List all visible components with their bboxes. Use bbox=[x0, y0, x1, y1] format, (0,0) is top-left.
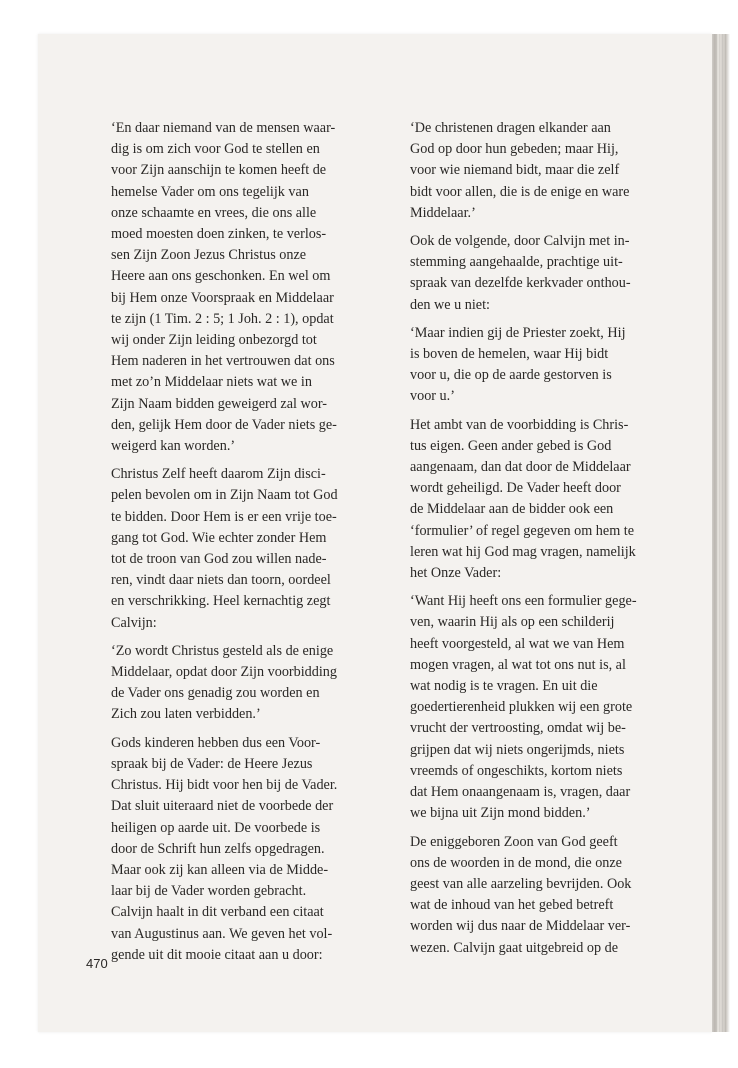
text-line: goedertierenheid plukken wij een grote bbox=[410, 699, 633, 716]
text-line: gende uit dit mooie citaat aan u door: bbox=[111, 946, 323, 963]
text-line: de Vader ons genadig zou worden en bbox=[111, 685, 320, 702]
text-line: spraak van dezelfde kerkvader onthou- bbox=[410, 275, 631, 292]
text-line: door de Schrift hun zelfs opgedragen. bbox=[111, 840, 325, 857]
page-number: 470 bbox=[86, 956, 108, 971]
text-line: geest van alle aarzeling bevrijden. Ook bbox=[410, 875, 632, 892]
text-line: moed moesten doen zinken, te verlos- bbox=[111, 226, 327, 243]
text-line: stemming aangehaalde, prachtige uit- bbox=[410, 254, 623, 271]
text-line: bidt voor allen, die is de enige en ware bbox=[410, 183, 630, 200]
text-line: Middelaar.’ bbox=[410, 204, 476, 221]
text-line: Middelaar, opdat door Zijn voorbidding bbox=[111, 664, 337, 681]
text-line: ren, vindt daar niets dan toorn, oordeel bbox=[111, 572, 331, 589]
text-line: spraak bij de Vader: de Heere Jezus bbox=[111, 755, 313, 772]
text-line: heiligen op aarde uit. De voorbede is bbox=[111, 819, 321, 836]
text-line: dig is om zich voor God te stellen en bbox=[111, 141, 320, 158]
text-line: Heere aan ons geschonken. En wel om bbox=[111, 268, 331, 285]
text-line: vrucht der vertroosting, omdat wij be- bbox=[410, 720, 626, 737]
text-line: leren wat hij God mag vragen, namelijk bbox=[410, 543, 636, 560]
text-line: hemelse Vader om ons tegelijk van bbox=[111, 183, 309, 200]
text-line: Christus. Hij bidt voor hen bij de Vader. bbox=[111, 777, 338, 794]
text-line: voor Zijn aanschijn te komen heeft de bbox=[111, 162, 327, 179]
paragraph bbox=[410, 323, 672, 408]
text-line: Calvijn haalt in dit verband een citaat bbox=[111, 904, 324, 921]
text-line: laar bij de Vader worden gebracht. bbox=[111, 883, 307, 900]
text-line: worden wij dus naar de Middelaar ver- bbox=[410, 918, 631, 935]
text-line: ‘De christenen dragen elkander aan bbox=[410, 120, 611, 136]
text-line: mogen vragen, al wat tot ons nut is, al bbox=[410, 656, 626, 673]
text-line: onze schaamte en vrees, die ons alle bbox=[111, 204, 317, 221]
text-line: Zijn Naam bidden geweigerd zal wor- bbox=[111, 395, 327, 412]
text-line: Calvijn: bbox=[111, 614, 157, 631]
text-line: wat de inhoud van het gebed betreft bbox=[410, 897, 614, 914]
page-edge-lines bbox=[716, 34, 726, 1032]
text-line: vreemds of ongeschikts, kortom niets bbox=[410, 762, 623, 779]
text-line: dat Hem onaangenaam is, vragen, daar bbox=[410, 784, 631, 801]
text-line: Hem naderen in het vertrouwen dat ons bbox=[111, 353, 335, 370]
paragraph bbox=[111, 118, 373, 457]
text-line: ven, waarin Hij als op een schilderij bbox=[410, 614, 615, 631]
text-line: De eniggeboren Zoon van God geeft bbox=[410, 833, 618, 850]
text-line: is boven de hemelen, waar Hij bidt bbox=[410, 346, 609, 363]
left-text-column bbox=[111, 118, 373, 973]
text-line: gang tot God. Wie echter zonder Hem bbox=[111, 529, 327, 546]
paragraph bbox=[111, 733, 373, 966]
text-line: wij onder Zijn leiding onbezorgd tot bbox=[111, 332, 317, 349]
text-line: Dat sluit uiteraard niet de voorbede der bbox=[111, 798, 334, 815]
text-line: voor u.’ bbox=[410, 388, 455, 405]
paragraph bbox=[410, 591, 672, 824]
text-line: ‘Zo wordt Christus gesteld als de enige bbox=[111, 642, 334, 659]
text-line: Christus Zelf heeft daarom Zijn disci- bbox=[111, 466, 326, 483]
paragraph bbox=[410, 832, 672, 959]
right-text-column bbox=[410, 118, 672, 966]
text-line: aangenaam, dan dat door de Middelaar bbox=[410, 459, 631, 476]
text-line: grijpen dat wij niets ongerijmds, niets bbox=[410, 741, 625, 758]
text-line: den we u niet: bbox=[410, 296, 490, 313]
text-line: het Onze Vader: bbox=[410, 565, 502, 582]
text-line: met zo’n Middelaar niets wat we in bbox=[111, 374, 312, 391]
text-line: ‘Want Hij heeft ons een formulier gege- bbox=[410, 593, 637, 610]
text-line: Ook de volgende, door Calvijn met in- bbox=[410, 233, 630, 250]
paragraph bbox=[111, 641, 373, 726]
text-line: voor u, die op de aarde gestorven is bbox=[410, 367, 612, 384]
text-line: God op door hun gebeden; maar Hij, bbox=[410, 141, 619, 158]
text-line: ‘formulier’ of regel gegeven om hem te bbox=[410, 522, 635, 539]
text-line: de Middelaar aan de bidder ook een bbox=[410, 501, 614, 518]
paragraph bbox=[410, 415, 672, 585]
text-line: te zijn (1 Tim. 2 : 5; 1 Joh. 2 : 1), opdat bbox=[111, 310, 334, 327]
paragraph bbox=[410, 118, 672, 224]
text-line: pelen bevolen om in Zijn Naam tot God bbox=[111, 487, 338, 504]
text-line: wordt geheiligd. De Vader heeft door bbox=[410, 480, 621, 497]
text-line: sen Zijn Zoon Jezus Christus onze bbox=[111, 247, 307, 264]
text-line: tus eigen. Geen ander gebed is God bbox=[410, 437, 612, 454]
text-line: den, gelijk Hem door de Vader niets ge- bbox=[111, 416, 337, 433]
text-line: ‘Maar indien gij de Priester zoekt, Hij bbox=[410, 324, 626, 341]
text-line: Gods kinderen hebben dus een Voor- bbox=[111, 734, 321, 751]
text-line: Het ambt van de voorbidding is Chris- bbox=[410, 416, 629, 433]
text-line: tot de troon van God zou willen nade- bbox=[111, 551, 327, 568]
text-line: wezen. Calvijn gaat uitgebreid op de bbox=[410, 939, 619, 956]
text-line: voor wie niemand bidt, maar die zelf bbox=[410, 162, 620, 179]
text-line: we bijna uit Zijn mond bidden.’ bbox=[410, 805, 591, 822]
text-line: ‘En daar niemand van de mensen waar- bbox=[111, 120, 336, 136]
text-line: ons de woorden in de mond, die onze bbox=[410, 854, 622, 871]
text-line: te bidden. Door Hem is er een vrije toe- bbox=[111, 508, 337, 525]
paragraph bbox=[111, 464, 373, 634]
text-line: bij Hem onze Voorspraak en Middelaar bbox=[111, 289, 334, 306]
paragraph bbox=[410, 231, 672, 316]
text-line: wat nodig is te vragen. En uit die bbox=[410, 678, 598, 695]
text-line: Zich zou laten verbidden.’ bbox=[111, 706, 261, 723]
text-line: Maar ook zij kan alleen via de Midde- bbox=[111, 861, 329, 878]
text-line: weigerd kan worden.’ bbox=[111, 438, 236, 455]
text-line: van Augustinus aan. We geven het vol- bbox=[111, 925, 333, 942]
text-line: en verschrikking. Heel kernachtig zegt bbox=[111, 593, 331, 610]
text-line: heeft voorgesteld, al wat we van Hem bbox=[410, 635, 625, 652]
